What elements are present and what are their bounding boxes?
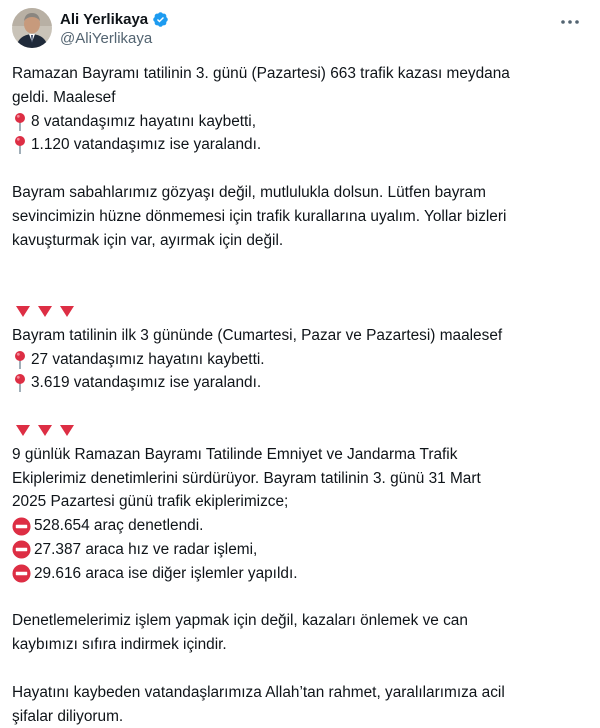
list-item (12, 348, 582, 372)
list-item-text: 8 vatandaşımız hayatını kaybetti, (31, 112, 256, 130)
text-line: Hayatını kaybeden vatandaşlarımıza Allah’tan rahmet, yaralılarımıza acil (12, 683, 505, 701)
list-item-text: 1.120 vatandaşımız ise yaralandı. (31, 136, 262, 154)
round-pushpin-icon (12, 135, 28, 155)
round-pushpin-icon (12, 373, 28, 393)
list-item (12, 371, 582, 395)
text-line: şifalar diliyorum. (12, 707, 124, 725)
heart-icon (15, 424, 31, 438)
text-line: geldi. Maalesef (12, 88, 116, 106)
display-name-row (60, 9, 169, 29)
text-line: Ramazan Bayramı tatilinin 3. günü (Pazartesi) 663 trafik kazası meydana (12, 65, 510, 82)
list-item-text: 3.619 vatandaşımız ise yaralandı. (31, 374, 262, 392)
list-item-text: 528.654 araç denetlendi. (34, 517, 204, 535)
tweet-text (12, 62, 582, 728)
no-entry-icon (12, 540, 31, 559)
no-entry-icon (12, 517, 31, 536)
tweet-header (12, 8, 588, 50)
more-options-icon[interactable] (558, 12, 582, 32)
heart-icon (59, 424, 75, 438)
text-line: Bayram sabahlarımız gözyaşı değil, mutlulukla dolsun. Lütfen bayram (12, 183, 486, 201)
text-line: 9 günlük Ramazan Bayramı Tatilinde Emniyet ve Jandarma Trafik (12, 445, 458, 463)
heart-icon (59, 305, 75, 319)
handle[interactable]: @AliYerlikaya (60, 30, 153, 47)
no-entry-icon (12, 564, 31, 583)
round-pushpin-icon (12, 350, 28, 370)
text-line: sevincimizin hüzne dönmemesi için trafik kurallarına uyalım. Yollar bizleri (12, 207, 507, 225)
text-line: Bayram tatilinin ilk 3 gününde (Cumartesi, Pazar ve Pazartesi) maalesef (12, 326, 503, 344)
list-item-text: 27.387 araca hız ve radar işlemi, (34, 540, 258, 558)
list-item (12, 514, 582, 538)
hearts-row (12, 300, 582, 324)
avatar[interactable] (12, 8, 52, 48)
list-item (12, 538, 582, 562)
list-item-text: 29.616 araca ise diğer işlemler yapıldı. (34, 564, 298, 582)
list-item (12, 110, 582, 134)
round-pushpin-icon (12, 112, 28, 132)
heart-icon (15, 305, 31, 319)
text-line: Denetlemelerimiz işlem yapmak için değil, kazaları önlemek ve can (12, 612, 468, 630)
text-line: 2025 Pazartesi günü trafik ekiplerimizce; (12, 493, 289, 511)
list-item (12, 133, 582, 157)
list-item-text: 27 vatandaşımız hayatını kaybetti. (31, 350, 265, 368)
heart-icon (37, 424, 53, 438)
display-name[interactable]: Ali Yerlikaya (60, 10, 149, 28)
text-line: kaybımızı sıfıra indirmek içindir. (12, 636, 227, 654)
text-line: Ekiplerimiz denetimlerini sürdürüyor. Bayram tatilinin 3. günü 31 Mart (12, 469, 481, 487)
heart-icon (37, 305, 53, 319)
author-names (60, 9, 169, 47)
verified-badge-icon (152, 11, 169, 28)
hearts-row (12, 419, 582, 443)
text-line: kavuşturmak için var, ayırmak için değil. (12, 231, 284, 249)
list-item (12, 562, 582, 586)
